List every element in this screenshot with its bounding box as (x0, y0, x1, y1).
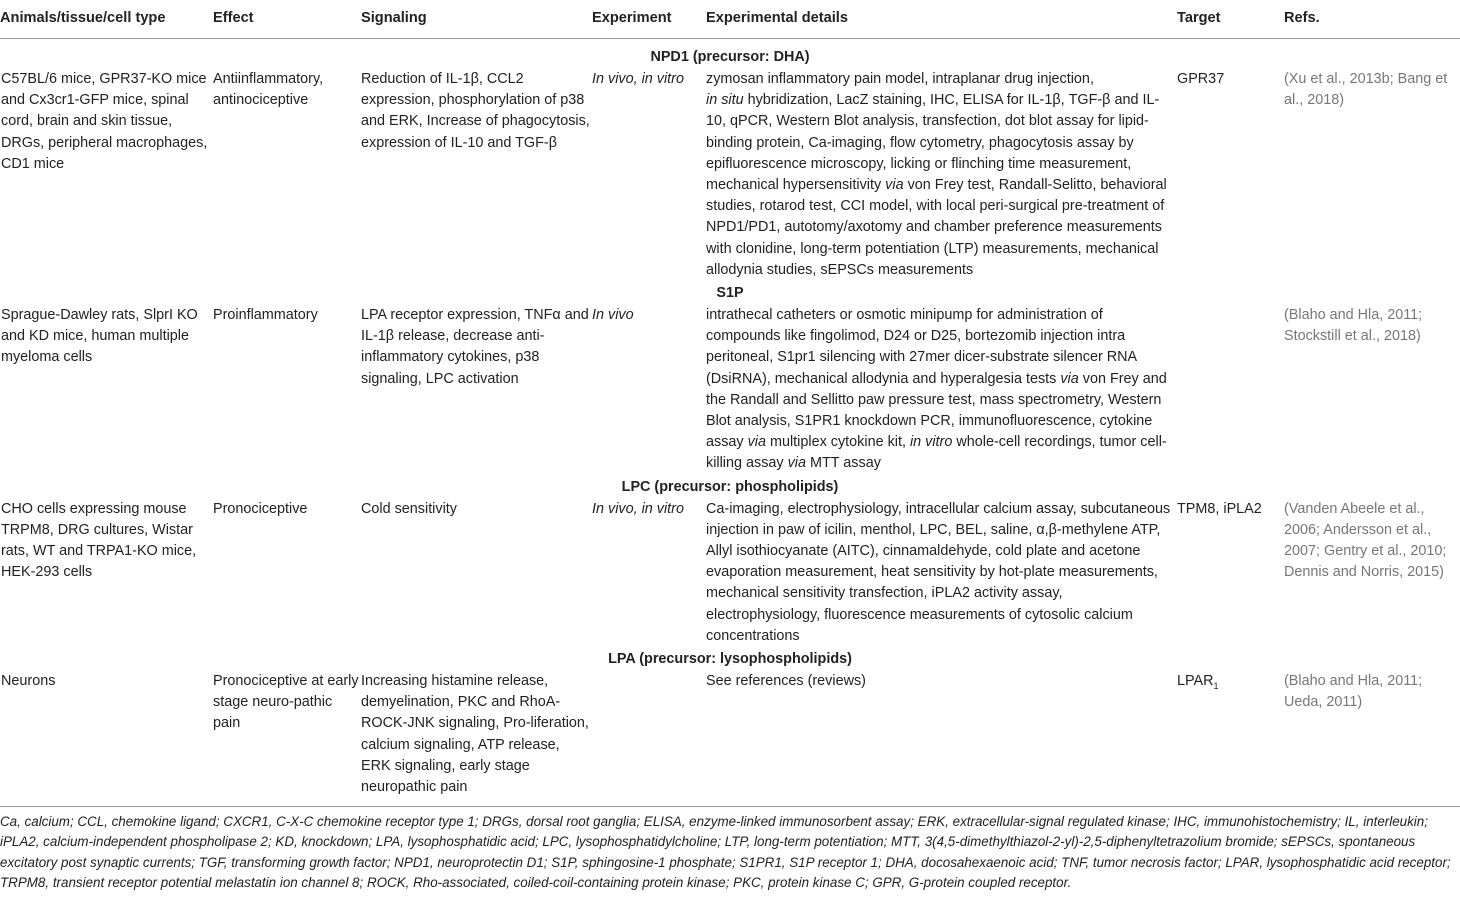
details-italic: via (747, 434, 766, 451)
details-text: MTT assay (806, 455, 881, 472)
cell-refs[interactable]: (Xu et al., 2013b; Bang et al., 2018) (1284, 71, 1448, 109)
section-title: NPD1 (precursor: DHA) (650, 49, 810, 65)
header-animals: Animals/tissue/cell type (0, 0, 213, 39)
cell-experiment (592, 669, 706, 798)
cell-target: TPM8, iPLA2 (1177, 500, 1262, 517)
section-header-lpc (0, 475, 1460, 497)
cell-signaling: Reduction of IL-1β, CCL2 expression, phosphorylation of p38 and ERK, Increase of phagocytosis, expression of IL-10 and TGF-β (361, 71, 590, 151)
details-text: intrathecal catheters or osmotic minipump for administration of compounds like fingolimod, D24 or D25, bortezomib injection intra peritoneal, S1pr1 silencing with 27mer dicer-substrate silencer RNA (DsiRNA), mechanical allodynia and hyperalgesia tests (706, 307, 1137, 387)
details-italic: via (885, 177, 904, 194)
cell-refs[interactable]: (Blaho and Hla, 2011; Ueda, 2011) (1284, 673, 1423, 711)
cell-animals: CHO cells expressing mouse TRPM8, DRG cultures, Wistar rats, WT and TRPA1-KO mice, HEK-293 cells (1, 500, 197, 581)
details-italic: in vitro (909, 434, 953, 451)
cell-animals: C57BL/6 mice, GPR37-KO mice and Cx3cr1-GFP mice, spinal cord, brain and skin tissue, DRGs, peripheral macrophages, CD1 mice (1, 71, 208, 172)
cell-experiment (592, 497, 706, 647)
section-header-s1p (0, 281, 1460, 303)
cell-target (1177, 303, 1284, 475)
cell-animals: Neurons (1, 673, 56, 690)
details-italic: in situ (706, 92, 744, 109)
cell-target: GPR37 (1177, 71, 1225, 87)
section-header-npd1 (0, 39, 1460, 68)
cell-effect: Pronociceptive (213, 500, 308, 517)
cell-details (706, 67, 1177, 281)
details-text: zymosan inflammatory pain model, intraplanar drug injection, (706, 71, 1094, 87)
section-title: S1P (716, 285, 744, 302)
details-text: hybridization, LacZ staining, IHC, ELISA for IL-1β, TGF-β and IL-10, qPCR, Western Blot analysis, transfection, dot blot assay for lipid-binding protein, Ca-imaging, flow cytometry, phagocytosis assay by epifluorescence microscopy, licking or flinching time measurement, mechanical hypersensitivity (706, 92, 1160, 194)
spacer-row (0, 798, 1460, 806)
header-target: Target (1177, 0, 1284, 39)
header-details: Experimental details (706, 0, 1177, 39)
cell-signaling: Cold sensitivity (361, 500, 457, 517)
details-italic: via (787, 455, 806, 472)
header-effect: Effect (213, 0, 361, 39)
section-header-lpa (0, 647, 1460, 669)
cell-experiment (592, 67, 706, 281)
footnote: Ca, calcium; CCL, chemokine ligand; CXCR1, C-X-C chemokine receptor type 1; DRGs, dorsal root ganglia; ELISA, enzyme-linked immunosorbent assay; ERK, extracellular-signal regulated kinase; IHC, immunohistochemistry; IL, interleukin; iPLA2, calcium-independent phospholipase 2; KD, knockdown; LPA, lysophosphatidic acid; LPC, lysophosphatidylcholine; LTP, long-term potentiation; MTT, 3(4,5-dimethylthiazol-2-yl)-2,5-diphenyltetrazolium bromide; sEPSCs, spontaneous excitatory post synaptic currents; TGF, transforming growth factor; NPD1, neuroprotectin D1; S1P, sphingosine-1 phosphate; S1PR1, S1P receptor 1; DHA, docosahexaenoic acid; TNF, tumor necrosis factor; LPAR, lysophosphatidic acid receptor; TRPM8, transient receptor potential melastatin ion channel 8; ROCK, Rho-associated, coiled-coil-containing protein kinase; PKC, protein kinase C; GPR, G-protein coupled receptor. (0, 806, 1460, 893)
table-row (0, 303, 1460, 475)
target-subscript: 1 (1213, 680, 1219, 691)
cell-effect: Pronociceptive at early stage neuro-pathic pain (213, 673, 359, 732)
cell-details: Ca-imaging, electrophysiology, intracellular calcium assay, subcutaneous injection in paw of icilin, menthol, LPC, BEL, saline, α,β-methylene ATP, Allyl isothiocyanate (AITC), cinnamaldehyde, cold plate and acetone evaporation measurement, heat sensitivity by hot-plate measurements, mechanical sensitivity transfection, iPLA2 activity assay, electrophysiology, fluorescence measurements of cytosolic calcium concentrations (706, 500, 1171, 644)
cell-details: See references (reviews) (706, 673, 866, 690)
details-text: whole-cell recordings, tumor cell-killing assay (706, 434, 1167, 472)
cell-animals: Sprague-Dawley rats, SlprI KO and KD mice, human multiple myeloma cells (1, 307, 198, 366)
cell-experiment (592, 303, 706, 475)
target-text: LPAR (1177, 673, 1214, 690)
header-experiment: Experiment (592, 0, 706, 39)
experiment-text: In vivo (592, 307, 634, 324)
header-signaling: Signaling (361, 0, 592, 39)
experiment-text: In vivo, in vitro (592, 71, 684, 87)
cell-refs[interactable]: (Blaho and Hla, 2011; Stockstill et al., 2018) (1284, 307, 1423, 345)
table-row (0, 67, 1460, 281)
header-refs: Refs. (1284, 0, 1460, 39)
experiment-text: In vivo, in vitro (592, 500, 684, 517)
details-text: von Frey test, Randall-Selitto, behavioral studies, rotarod test, CCI model, with local peri-surgical pre-treatment of NPD1/PD1, autotomy/axotomy and chamber preference measurements with clonidine, long-term potentiation (LTP) measurements, mechanical allodynia studies, sEPSCs measurements (706, 177, 1167, 278)
details-italic: via (1060, 370, 1079, 387)
cell-signaling: LPA receptor expression, TNFα and IL-1β release, decrease anti-inflammatory cytokines, p38 signaling, LPC activation (361, 307, 589, 387)
cell-signaling: Increasing histamine release, demyelination, PKC and RhoA-ROCK-JNK signaling, Pro-liferation, calcium signaling, ATP release, ERK signaling, early stage neuropathic pain (361, 673, 589, 796)
cell-target (1177, 669, 1284, 798)
section-title: LPC (precursor: phospholipids) (621, 478, 839, 495)
details-text: multiplex cytokine kit, (766, 434, 910, 451)
cell-effect: Antiinflammatory, antinociceptive (213, 71, 324, 109)
table-row (0, 669, 1460, 798)
footnote-row (0, 806, 1460, 893)
cell-refs[interactable]: (Vanden Abeele et al., 2006; Andersson et al., 2007; Gentry et al., 2010; Dennis and Norris, 2015) (1284, 500, 1447, 581)
header-row (0, 0, 1460, 39)
section-title: LPA (precursor: lysophospholipids) (608, 651, 852, 668)
table-row (0, 497, 1460, 647)
cell-effect: Proinflammatory (213, 307, 318, 324)
details-text: von Frey and the Randall and Sellitto paw pressure test, mass spectrometry, Western Blot analysis, S1PR1 knockdown PCR, immunofluorescence, cytokine assay (706, 370, 1167, 451)
cell-details (706, 303, 1177, 475)
